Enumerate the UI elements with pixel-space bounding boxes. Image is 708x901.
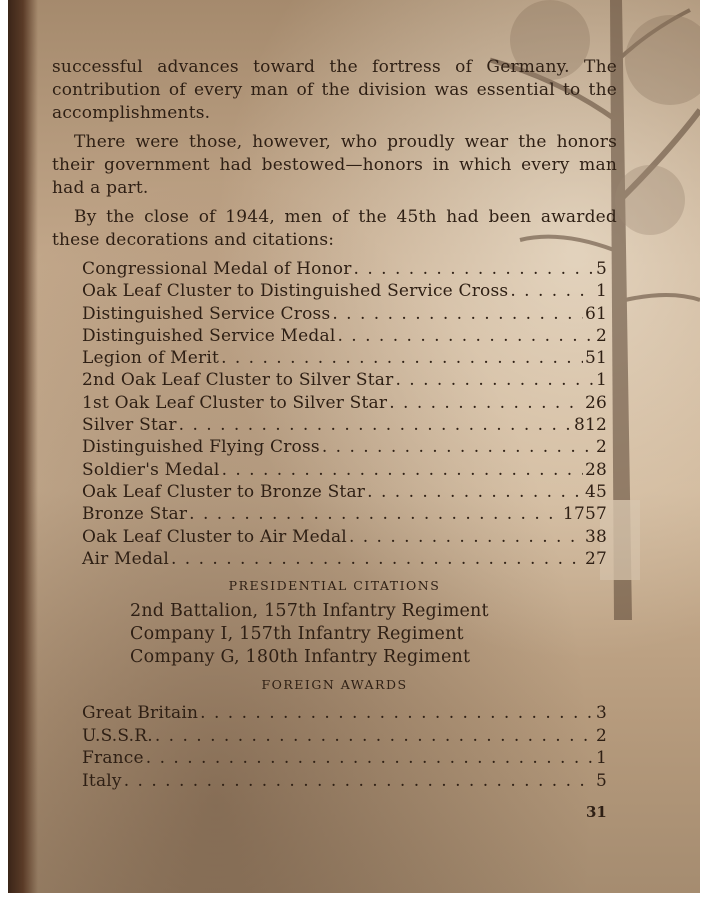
decoration-name: Congressional Medal of Honor: [82, 259, 352, 279]
decoration-row: [82, 481, 607, 503]
leader-dots: [354, 258, 594, 281]
citation-item: Company G, 180th Infantry Regiment: [130, 647, 471, 668]
decoration-name: Legion of Merit: [82, 348, 220, 369]
decoration-row: [82, 347, 607, 369]
leader-dots: [510, 280, 594, 303]
decoration-count: 1757: [562, 504, 607, 525]
leader-dots: [200, 702, 594, 725]
decoration-count: 26: [584, 392, 607, 413]
decoration-count: 2: [595, 325, 607, 346]
decoration-name: Silver Star: [82, 415, 177, 436]
leader-dots: [155, 725, 594, 748]
page-binding-shadow: [8, 0, 38, 893]
country-name: U.S.S.R.: [82, 725, 153, 746]
decoration-count: 2: [595, 437, 607, 458]
leader-dots: [337, 325, 593, 348]
foreign-awards-list: [52, 702, 607, 792]
decoration-row: [82, 436, 607, 458]
decoration-count: 812: [573, 415, 607, 436]
decoration-count: 61: [584, 303, 607, 324]
page-number: 31: [586, 803, 607, 821]
decoration-row: [82, 459, 607, 481]
leader-dots: [221, 347, 583, 370]
decoration-row: [82, 503, 607, 525]
leader-dots: [389, 392, 583, 415]
intro-paragraph-3: By the close of 1944, men of the 45th had been awarded these decorations and citations:: [52, 207, 617, 250]
decoration-row: [82, 414, 607, 436]
decoration-count: 1: [595, 370, 607, 391]
decoration-count: 1: [595, 281, 607, 302]
award-count: 3: [595, 703, 607, 724]
foreign-award-row: [82, 747, 607, 770]
leader-dots: [322, 436, 594, 459]
leader-dots: [171, 548, 583, 571]
foreign-awards-heading: FOREIGN AWARDS: [261, 677, 408, 693]
country-name: Great Britain: [82, 703, 199, 724]
decoration-name: 1st Oak Leaf Cluster to Silver Star: [82, 392, 388, 413]
decoration-row: [82, 392, 607, 414]
decoration-count: 27: [584, 548, 607, 569]
decoration-name: Distinguished Service Medal: [82, 325, 336, 346]
decoration-row: [82, 280, 607, 302]
presidential-citations-list: [52, 600, 617, 669]
page-text: [52, 56, 617, 792]
award-count: 2: [595, 725, 607, 746]
decoration-name: Distinguished Flying Cross: [82, 437, 320, 458]
country-name: France: [82, 748, 144, 769]
country-name: Italy: [82, 770, 122, 791]
decoration-row: [82, 303, 607, 325]
leader-dots: [179, 414, 572, 437]
award-count: 1: [595, 748, 607, 769]
decoration-row: [82, 258, 607, 280]
decoration-name: 2nd Oak Leaf Cluster to Silver Star: [82, 370, 394, 391]
citation-item: 2nd Battalion, 157th Infantry Regiment: [130, 601, 489, 622]
leader-dots: [349, 526, 583, 549]
leader-dots: [367, 481, 583, 504]
decoration-row: [82, 526, 607, 548]
decoration-count: 5: [595, 259, 607, 279]
foreign-award-row: [82, 702, 607, 725]
decoration-row: [82, 548, 607, 570]
decorations-list: [52, 258, 607, 570]
leader-dots: [146, 747, 594, 770]
decoration-name: Distinguished Service Cross: [82, 303, 331, 324]
leader-dots: [124, 770, 594, 793]
leader-dots: [395, 369, 593, 392]
foreign-award-row: [82, 725, 607, 748]
decoration-row: [82, 325, 607, 347]
decoration-name: Oak Leaf Cluster to Distinguished Service Cross: [82, 281, 509, 302]
decoration-name: Oak Leaf Cluster to Bronze Star: [82, 481, 366, 502]
decoration-name: Bronze Star: [82, 504, 188, 525]
decoration-name: Air Medal: [82, 548, 169, 569]
booklet-page: [8, 0, 700, 893]
award-count: 5: [595, 770, 607, 791]
presidential-citations-heading: PRESIDENTIAL CITATIONS: [228, 578, 441, 594]
decoration-count: 51: [584, 348, 607, 369]
citation-item: Company I, 157th Infantry Regiment: [130, 624, 464, 645]
intro-paragraph-2: There were those, however, who proudly wear the honors their government had bestowed—honors in which every man had a part.: [52, 132, 617, 198]
leader-dots: [189, 503, 561, 526]
decoration-name: Soldier's Medal: [82, 459, 220, 480]
leader-dots: [332, 303, 583, 326]
foreign-award-row: [82, 770, 607, 793]
leader-dots: [222, 459, 583, 482]
decoration-count: 45: [584, 481, 607, 502]
decoration-count: 38: [584, 526, 607, 547]
decoration-row: [82, 369, 607, 391]
decoration-count: 28: [584, 459, 607, 480]
decoration-name: Oak Leaf Cluster to Air Medal: [82, 526, 347, 547]
intro-paragraph-1: successful advances toward the fortress of Germany. The contribution of every man of the division was essential to the accomplishments.: [52, 57, 617, 123]
